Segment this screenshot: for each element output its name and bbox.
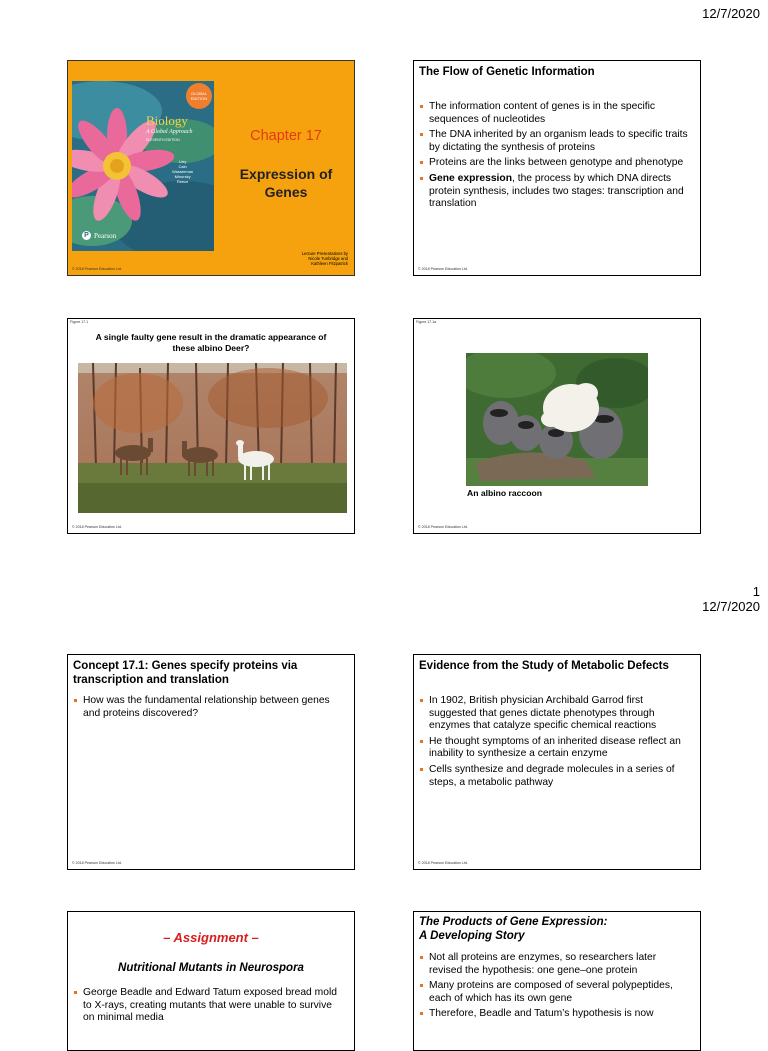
bullet-item: Cells synthesize and degrade molecules in a series of steps, a metabolic pathway xyxy=(419,764,692,789)
slide-concept-17-1 xyxy=(67,654,355,870)
assignment-heading: – Assignment – xyxy=(163,930,259,945)
credit-line: Nicole Tunbridge and xyxy=(308,256,348,262)
bullet-list xyxy=(419,952,692,1024)
deer-photo xyxy=(78,363,347,513)
bullet-item: Proteins are the links between genotype and phenotype xyxy=(419,157,692,170)
bullet-item: The information content of genes is in the specific sequences of nucleotides xyxy=(419,101,692,126)
cover-author: Reece xyxy=(176,179,189,184)
figure-label: Figure 17.1 xyxy=(70,320,89,324)
bullet-list xyxy=(419,101,692,214)
credit-line: Lecture Presentations by xyxy=(301,251,348,256)
cover-subtitle: A Global Approach xyxy=(146,129,193,135)
assignment-subheading: Nutritional Mutants in Neurospora xyxy=(118,962,304,974)
page-date: 12/7/2020 xyxy=(702,6,760,21)
bullet-item: Many proteins are composed of several polypeptides, each of which has its own gene xyxy=(419,980,692,1005)
bullet-text: , the process by which DNA directs protein synthesis, includes two stages: transcription and translation xyxy=(429,172,684,210)
title-line: The Products of Gene Expression: xyxy=(419,916,608,928)
cover-author: Wasserman xyxy=(172,169,194,174)
copyright-note: © 2018 Pearson Education Ltd. xyxy=(418,861,469,865)
cover-author: Cain xyxy=(178,164,187,169)
cover-badge: GLOBAL EDITION xyxy=(186,83,212,109)
figure-label: Figure 17.1a xyxy=(416,320,437,324)
slide-title: A single faulty gene result in the dramatic appearance of these albino Deer? xyxy=(95,332,327,353)
bullet-item: In 1902, British physician Archibald Garrod first suggested that genes dictate phenotypes through enzymes that catalyze specific chemical reactions xyxy=(419,695,692,733)
slide-title: The Flow of Genetic Information xyxy=(419,66,595,78)
bullet-item xyxy=(419,173,692,211)
credit-line: Kathleen Fitzpatrick xyxy=(311,261,348,267)
book-cover-image xyxy=(72,81,214,251)
bullet-list xyxy=(73,695,346,723)
cover-authors xyxy=(172,159,193,184)
cover-author: Minorsky xyxy=(174,174,191,179)
albino-raccoon-picture xyxy=(466,353,648,486)
slide-assignment xyxy=(67,911,355,1051)
bullet-item: He thought symptoms of an inherited disease reflect an inability to synthesize a certain enzyme xyxy=(419,736,692,761)
slide-albino-raccoon xyxy=(413,318,701,534)
bullet-item: How was the fundamental relationship between genes and proteins discovered? xyxy=(73,695,346,720)
copyright-note: © 2018 Pearson Education Ltd. xyxy=(418,267,469,271)
bullet-item: The DNA inherited by an organism leads to specific traits by dictating the synthesis of proteins xyxy=(419,129,692,154)
slide-metabolic-defects xyxy=(413,654,701,870)
slide-title xyxy=(419,915,695,943)
figure-caption: An albino raccoon xyxy=(467,488,542,498)
copyright-note: © 2018 Pearson Education Ltd. xyxy=(72,525,123,529)
slide-flow-of-genetic-information xyxy=(413,60,701,276)
copyright-note: © 2018 Pearson Education Ltd. xyxy=(418,525,469,529)
slide-cover xyxy=(67,60,355,276)
bullet-list xyxy=(73,987,346,1028)
cover-author: Urry xyxy=(178,159,187,164)
lecture-credit xyxy=(302,251,348,267)
chapter-number: Chapter 17 xyxy=(250,128,322,144)
bullet-item: George Beadle and Edward Tatum exposed bread mold to X-rays, creating mutants that were unable to survive on minimal media xyxy=(73,987,346,1025)
publisher-name: Pearson xyxy=(94,231,117,240)
copyright-note: © 2018 Pearson Education Ltd. xyxy=(72,267,123,271)
page-number: 1 xyxy=(752,584,760,599)
page-date: 12/7/2020 xyxy=(702,599,760,614)
bullet-item: Therefore, Beadle and Tatum’s hypothesis is now xyxy=(419,1008,692,1021)
cover-edition: ELEVENTH EDITION xyxy=(146,138,180,142)
slide-title: Concept 17.1: Genes specify proteins via transcription and translation xyxy=(73,660,298,686)
raccoon-photo xyxy=(466,353,648,486)
chapter-title: Expression of Genes xyxy=(239,166,333,200)
albino-deer-picture xyxy=(78,363,347,513)
publisher-logo xyxy=(82,231,116,240)
title-line: A Developing Story xyxy=(419,930,525,942)
cover-title: Biology xyxy=(146,113,188,128)
slide-albino-deer xyxy=(67,318,355,534)
pearson-icon: P xyxy=(82,231,91,240)
bullet-list xyxy=(419,695,692,792)
bullet-item: Not all proteins are enzymes, so researchers later revised the hypothesis: one gene–one protein xyxy=(419,952,692,977)
slide-products-of-gene-expression xyxy=(413,911,701,1051)
bold-term: Gene expression xyxy=(429,172,512,184)
slide-title: Evidence from the Study of Metabolic Defects xyxy=(419,660,669,672)
copyright-note: © 2018 Pearson Education Ltd. xyxy=(72,861,123,865)
